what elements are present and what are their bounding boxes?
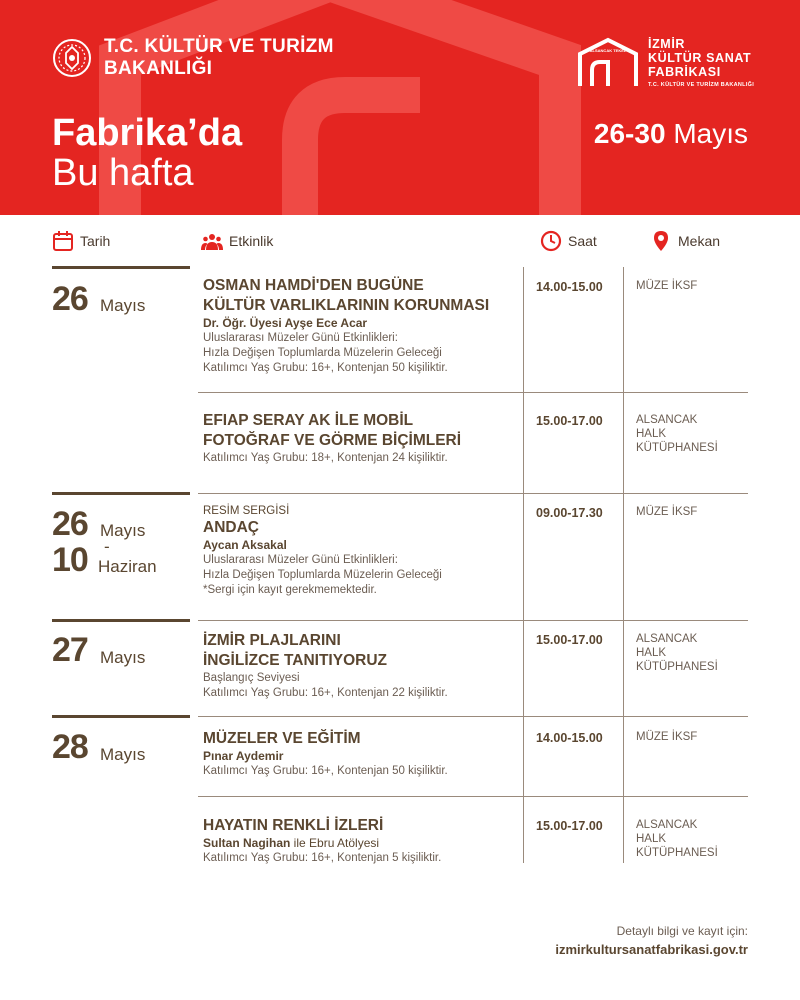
factory-name-line2: KÜLTÜR SANAT [648, 50, 752, 65]
event-title: İNGİLİZCE TANITIYORUZ [203, 652, 387, 669]
date-range-month: Mayıs [673, 118, 748, 149]
row-divider [198, 796, 748, 797]
event-title: HAYATIN RENKLİ İZLERİ [203, 817, 384, 834]
ministry-seal-icon [52, 38, 92, 78]
date-day: 26 [52, 505, 88, 543]
event-time: 09.00-17.30 [536, 506, 603, 520]
event-title: OSMAN HAMDİ'DEN BUGÜNE [203, 277, 424, 294]
venue-line: ALSANCAK [636, 414, 698, 426]
event-speaker: Dr. Öğr. Üyesi Ayşe Ece Acar [203, 316, 368, 330]
event-entry [203, 816, 518, 866]
event-category: RESİM SERGİSİ [203, 505, 290, 517]
event-info: Uluslararası Müzeler Günü Etkinlikleri: [203, 332, 398, 344]
venue-line: HALK [636, 647, 667, 659]
event-title: İZMİR PLAJLARINI [203, 632, 341, 649]
event-speaker: Pınar Aydemir [203, 749, 284, 763]
clock-icon [540, 230, 562, 252]
row-divider [198, 493, 748, 494]
week-date-range [594, 118, 748, 150]
column-header-date [52, 230, 110, 252]
row-divider [198, 620, 748, 621]
event-title: ANDAÇ [203, 519, 259, 536]
venue-line: HALK [636, 428, 667, 440]
footer-info-text: Detaylı bilgi ve kayıt için: [616, 924, 748, 938]
event-info: *Sergi için kayıt gerekmemektedir. [203, 584, 377, 596]
date-month: Mayıs [100, 648, 146, 667]
event-time: 14.00-15.00 [536, 280, 603, 294]
event-info: Katılımcı Yaş Grubu: 16+, Kontenjan 50 kişiliktir. [203, 362, 448, 374]
event-info: Katılımcı Yaş Grubu: 18+, Kontenjan 24 kişiliktir. [203, 452, 448, 464]
date-month: Mayıs [100, 745, 146, 764]
column-label-venue: Mekan [678, 233, 721, 249]
event-venue [636, 413, 766, 455]
event-info: Hızla Değişen Toplumlarda Müzelerin Geleceği [203, 569, 442, 581]
date-range-separator: - [104, 537, 110, 556]
venue-line: ALSANCAK [636, 819, 698, 831]
event-time: 14.00-15.00 [536, 731, 603, 745]
event-info: Katılımcı Yaş Grubu: 16+, Kontenjan 22 kişiliktir. [203, 687, 448, 699]
event-time: 15.00-17.00 [536, 633, 603, 647]
event-speaker [203, 836, 518, 851]
event-info: Katılımcı Yaş Grubu: 16+, Kontenjan 50 kişiliktir. [203, 765, 448, 777]
date-separator-bar [52, 266, 190, 269]
date-day-end: 10 [52, 541, 88, 579]
date-day: 28 [52, 728, 88, 766]
event-info: Uluslararası Müzeler Günü Etkinlikleri: [203, 554, 398, 566]
venue-line: KÜTÜPHANESİ [636, 442, 718, 454]
date-separator-bar [52, 492, 190, 495]
event-time: 15.00-17.00 [536, 414, 603, 428]
ministry-logo-group [52, 36, 334, 80]
factory-name-line3: FABRİKASI [648, 64, 721, 79]
event-title: MÜZELER VE EĞİTİM [203, 730, 361, 747]
header-banner [0, 0, 800, 215]
event-info: Başlangıç Seviyesi [203, 672, 300, 684]
event-entry [203, 631, 518, 701]
speaker-name: Sultan Nagihan [203, 836, 291, 850]
location-pin-icon [650, 230, 672, 252]
event-title: KÜLTÜR VARLIKLARININ KORUNMASI [203, 297, 490, 314]
event-title: EFIAP SERAY AK İLE MOBİL [203, 412, 414, 429]
people-group-icon [201, 230, 223, 252]
venue-line: KÜTÜPHANESİ [636, 847, 718, 859]
event-info: Katılımcı Yaş Grubu: 16+, Kontenjan 5 kişiliktir. [203, 852, 442, 864]
event-venue [636, 818, 766, 860]
event-venue: MÜZE İKSF [636, 731, 698, 743]
venue-line: ALSANCAK [636, 633, 698, 645]
event-info: Hızla Değişen Toplumlarda Müzelerin Geleceği [203, 347, 442, 359]
calendar-icon [52, 230, 74, 252]
factory-building-icon [578, 36, 638, 88]
event-venue: MÜZE İKSF [636, 506, 698, 518]
factory-badge-text: ALSANCAK TEKEL [589, 48, 627, 53]
date-separator-bar [52, 619, 190, 622]
column-header-time [540, 230, 597, 252]
date-day: 27 [52, 631, 88, 669]
event-speaker: Aycan Aksakal [203, 538, 287, 552]
date-month-end: Haziran [98, 557, 157, 576]
event-time: 15.00-17.00 [536, 819, 603, 833]
column-header-event [201, 230, 273, 252]
event-title: FOTOĞRAF VE GÖRME BİÇİMLERİ [203, 432, 462, 449]
column-divider-venue [623, 267, 624, 863]
date-range-days: 26-30 [593, 118, 666, 149]
page-title-bold: Fabrika’da [52, 112, 243, 154]
column-label-date: Tarih [80, 233, 111, 249]
factory-name-line1: İZMİR [648, 36, 686, 51]
event-entry [203, 276, 518, 376]
event-entry [203, 504, 518, 598]
ministry-name-line1: T.C. KÜLTÜR VE TURİZM [104, 36, 334, 57]
column-header-venue [650, 230, 720, 252]
event-entry [203, 729, 518, 779]
speaker-detail: ile Ebru Atölyesi [290, 836, 380, 850]
date-month: Mayıs [100, 296, 146, 315]
venue-line: HALK [636, 833, 667, 845]
ministry-name-line2: BAKANLIĞI [104, 58, 213, 79]
event-venue: MÜZE İKSF [636, 280, 698, 292]
factory-subtitle: T.C. KÜLTÜR VE TURİZM BAKANLIĞI [648, 81, 755, 88]
column-divider-time [523, 267, 524, 863]
event-venue [636, 632, 766, 674]
page-title-light: Bu hafta [52, 152, 194, 194]
date-month: Mayıs [100, 521, 146, 540]
date-separator-bar [52, 715, 190, 718]
date-day: 26 [52, 280, 88, 318]
venue-line: KÜTÜPHANESİ [636, 661, 718, 673]
event-entry [203, 411, 518, 466]
footer-website-link[interactable]: izmirkultursanatfabrikasi.gov.tr [555, 942, 748, 957]
factory-logo-group [578, 36, 754, 88]
column-label-event: Etkinlik [229, 233, 274, 249]
row-divider [198, 392, 748, 393]
row-divider [198, 716, 748, 717]
column-label-time: Saat [568, 233, 597, 249]
